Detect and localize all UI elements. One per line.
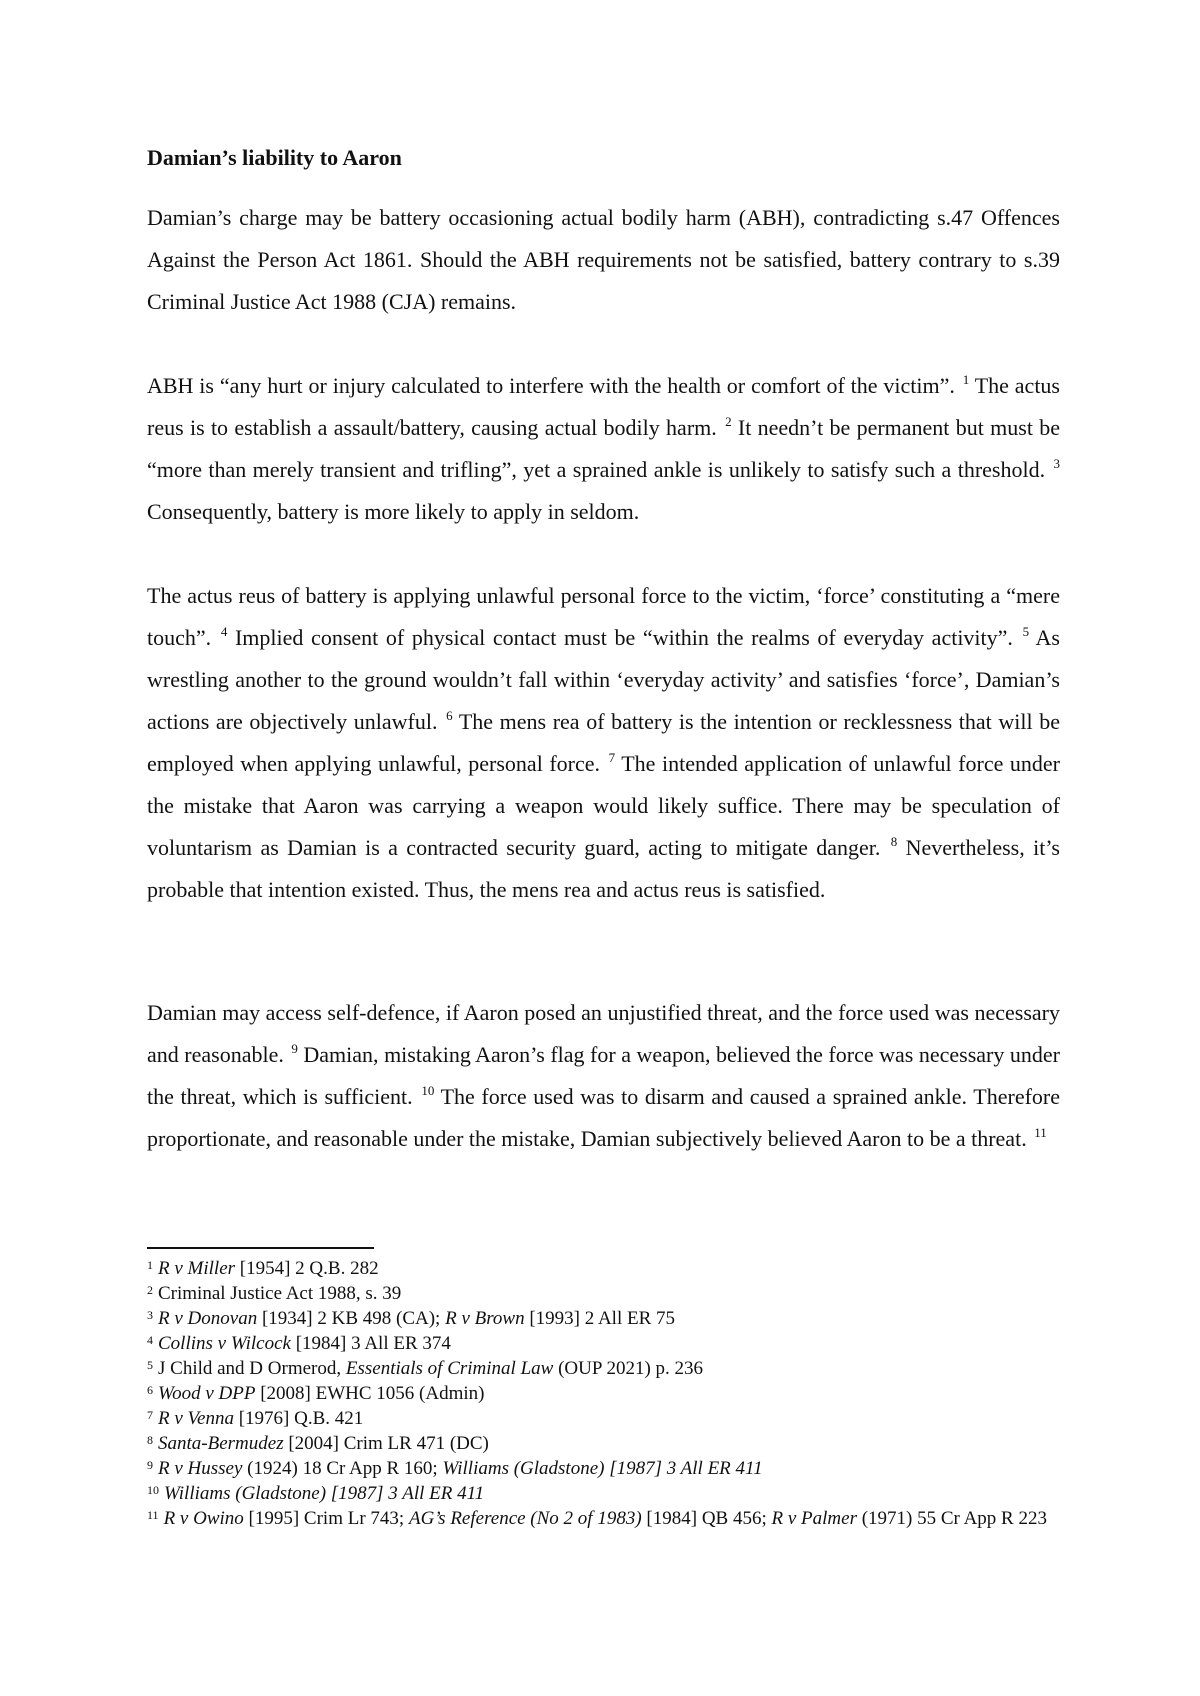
footnote-number: 7 [147, 1408, 153, 1422]
footnote-citation-italic: R v Palmer [771, 1508, 857, 1529]
footnote-item [147, 1406, 1060, 1431]
paragraph [147, 992, 1060, 1160]
footnote-item [147, 1506, 1060, 1531]
footnote-text: Criminal Justice Act 1988, s. 39 [158, 1283, 402, 1304]
footnote-number: 11 [147, 1508, 159, 1522]
footnote-item [147, 1381, 1060, 1406]
footnote-reference[interactable]: 11 [1034, 1125, 1047, 1140]
paragraph-text: As wrestling another to the ground wouldn’t fall within ‘everyday activity’ and satisfies ‘force’, Damian’s actions are objectively unlawful. [147, 625, 1060, 734]
footnote-citation-italic: Wood v DPP [158, 1383, 256, 1404]
footnote-item [147, 1331, 1060, 1356]
paragraph-text: Implied consent of physical contact must be “within the realms of everyday activity”. [227, 625, 1021, 650]
footnote-reference[interactable]: 8 [890, 834, 898, 849]
footnote-item [147, 1281, 1060, 1306]
paragraph [147, 575, 1060, 911]
footnote-number: 1 [147, 1258, 153, 1272]
paragraph-text: Damian, mistaking Aaron’s flag for a weapon, believed the force was necessary under the threat, which is sufficient. [147, 1042, 1060, 1109]
footnote-text: [1934] 2 KB 498 (CA); [257, 1308, 446, 1329]
footnote-citation-italic: Collins v Wilcock [158, 1333, 291, 1354]
footnote-reference[interactable]: 1 [962, 372, 970, 387]
paragraph-text: Damian may access self-defence, if Aaron posed an unjustified threat, and the force used was necessary and reasonable. [147, 1000, 1060, 1067]
section-heading: Damian’s liability to Aaron [147, 145, 402, 170]
footnote-number: 10 [147, 1483, 159, 1497]
footnote-citation-italic: Williams (Gladstone) [1987] 3 All ER 411 [164, 1483, 485, 1504]
footnote-number: 2 [147, 1283, 153, 1297]
footnote-reference[interactable]: 10 [421, 1083, 435, 1098]
paragraph-text: ABH is “any hurt or injury calculated to interfere with the health or comfort of the victim”. [147, 373, 961, 398]
footnote-text: [2008] EWHC 1056 (Admin) [255, 1383, 485, 1404]
footnote-number: 6 [147, 1383, 153, 1397]
paragraph-text: Nevertheless, it’s probable that intention existed. Thus, the mens rea and actus reus is satisfied. [147, 835, 1060, 902]
footnote-citation-italic: Santa-Bermudez [158, 1433, 284, 1454]
footnote-text: [1993] 2 All ER 75 [524, 1308, 676, 1329]
paragraph-text: The mens rea of battery is the intention or recklessness that will be employed when applying unlawful, personal force. [147, 709, 1060, 776]
paragraph [147, 197, 1060, 323]
footnote-item [147, 1356, 1060, 1381]
footnote-text: [1984] 3 All ER 374 [290, 1333, 451, 1354]
footnote-citation-italic: Williams (Gladstone) [1987] 3 All ER 411 [442, 1458, 763, 1479]
footnote-citation-italic: R v Miller [158, 1258, 236, 1279]
footnote-text: [1954] 2 Q.B. 282 [235, 1258, 379, 1279]
footnote-citation-italic: R v Donovan [158, 1308, 258, 1329]
footnote-text: [1976] Q.B. 421 [233, 1408, 364, 1429]
footnote-text: (OUP 2021) p. 236 [553, 1358, 704, 1379]
footnote-separator [147, 1247, 374, 1249]
footnote-text: [1984] QB 456; [641, 1508, 772, 1529]
footnote-item [147, 1306, 1060, 1331]
footnote-citation-italic: R v Owino [163, 1508, 244, 1529]
footnote-number: 5 [147, 1358, 153, 1372]
footnote-text: J Child and D Ormerod, [158, 1358, 346, 1379]
footnote-item [147, 1431, 1060, 1456]
footnote-number: 9 [147, 1458, 153, 1472]
footnote-text: [1995] Crim Lr 743; [243, 1508, 409, 1529]
paragraph-text: The intended application of unlawful force under the mistake that Aaron was carrying a weapon would likely suffice. There may be speculation of voluntarism as Damian is a contracted security guard, acting to mitigate danger. [147, 751, 1060, 860]
paragraph-text: The actus reus of battery is applying unlawful personal force to the victim, ‘force’ constituting a “mere touch”. [147, 583, 1060, 650]
footnote-number: 3 [147, 1308, 153, 1322]
footnote-citation-italic: AG’s Reference (No 2 of 1983) [408, 1508, 642, 1529]
footnote-reference[interactable]: 2 [725, 414, 732, 429]
paragraph-text: It needn’t be permanent but must be “more than merely transient and trifling”, yet a sprained ankle is unlikely to satisfy such a threshold. [147, 415, 1060, 482]
footnote-reference[interactable]: 5 [1022, 624, 1030, 639]
footnote-reference[interactable]: 9 [291, 1041, 298, 1056]
footnote-citation-italic: Essentials of Criminal Law [345, 1358, 554, 1379]
footnote-item [147, 1481, 1060, 1506]
paragraph-text: The force used was to disarm and caused a sprained ankle. Therefore proportionate, and reasonable under the mistake, Damian subjectively believed Aaron to be a threat. [147, 1084, 1061, 1151]
footnote-text: (1924) 18 Cr App R 160; [242, 1458, 443, 1479]
footnote-item [147, 1256, 1060, 1281]
footnote-text: [2004] Crim LR 471 (DC) [283, 1433, 489, 1454]
footnote-citation-italic: R v Brown [445, 1308, 525, 1329]
footnote-reference[interactable]: 3 [1053, 456, 1060, 471]
paragraph-text: The actus reus is to establish a assault/battery, causing actual bodily harm. [147, 373, 1060, 440]
footnote-citation-italic: R v Hussey [158, 1458, 243, 1479]
footnote-text: (1971) 55 Cr App R 223 [856, 1508, 1047, 1529]
footnote-reference[interactable]: 7 [608, 750, 616, 765]
paragraph [147, 365, 1060, 533]
paragraph-text: Consequently, battery is more likely to apply in seldom. [147, 499, 640, 524]
footnote-reference[interactable]: 6 [446, 708, 453, 723]
footnote-number: 8 [147, 1433, 153, 1447]
footnote-citation-italic: R v Venna [158, 1408, 234, 1429]
footnote-number: 4 [147, 1333, 153, 1347]
footnotes-list [147, 1256, 1060, 1531]
paragraph-text: Damian’s charge may be battery occasioning actual bodily harm (ABH), contradicting s.47 Offences Against the Person Act 1861. Should the ABH requirements not be satisfied, battery contrary to s.39 Criminal Justice Act 1988 (CJA) remains. [147, 205, 1060, 314]
footnote-item [147, 1456, 1060, 1481]
footnote-reference[interactable]: 4 [220, 624, 228, 639]
